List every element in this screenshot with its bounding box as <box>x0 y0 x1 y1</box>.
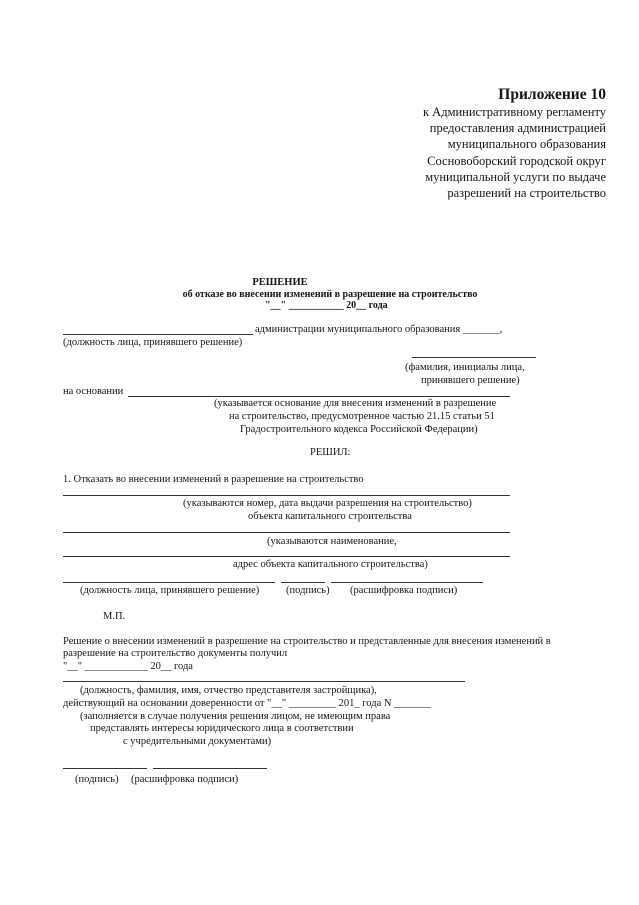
object-caption: адрес объекта капитального строительства) <box>233 559 428 570</box>
basis-caption: на строительство, предусмотренное частью 21.15 статьи 51 <box>229 411 495 422</box>
name-blank-line <box>412 357 536 358</box>
appendix-header <box>423 86 606 201</box>
sign-signature-line <box>281 582 325 583</box>
permit-caption: (указываются номер, дата выдачи разрешения на строительство) <box>183 498 472 509</box>
sign-signature-caption: (подпись) <box>286 585 330 596</box>
proxy-caption: (заполняется в случае получения решения лицом, не имеющим права <box>80 711 391 722</box>
final-signature-line <box>63 768 147 769</box>
appendix-line: муниципального образования <box>447 137 606 152</box>
proxy-caption: представлять интересы юридического лица в соответствии <box>90 723 354 734</box>
object-blank-line <box>63 532 510 533</box>
object-caption: (указываются наименование, <box>267 536 397 547</box>
applicant-blank-line <box>63 681 465 682</box>
basis-caption: (указывается основание для внесения изменений в разрешение <box>214 398 497 409</box>
permit-caption: объекта капитального строительства <box>248 511 412 522</box>
final-decoding-caption: (расшифровка подписи) <box>131 774 239 785</box>
basis-caption: Градостроительного кодекса Российской Федерации) <box>240 424 478 435</box>
name-caption: принявшего решение) <box>421 375 520 386</box>
appendix-line: Сосновоборский городской округ <box>427 153 606 168</box>
appendix-line: разрешений на строительство <box>447 186 606 201</box>
final-signature-caption: (подпись) <box>75 774 119 785</box>
proxy-caption: с учредительными документами) <box>123 736 272 747</box>
proxy-line: действующий на основании доверенности от "__" _________ 201_ года N _______ <box>63 698 431 709</box>
permit-blank-line <box>63 495 510 496</box>
resolved-heading: РЕШИЛ: <box>310 447 351 458</box>
decision-subtitle: об отказе во внесении изменений в разрешение на строительство <box>182 289 478 300</box>
basis-label: на основании <box>63 386 124 397</box>
appendix-line: муниципальной услуги по выдаче <box>425 169 606 184</box>
official-blank-line <box>63 334 253 335</box>
sign-position-line <box>63 582 275 583</box>
applicant-caption: (должность, фамилия, имя, отчество представителя застройщика), <box>80 685 377 696</box>
stamp-label: М.П. <box>103 611 126 622</box>
received-text: разрешение на строительство документы получил <box>63 648 288 659</box>
decision-title: РЕШЕНИЕ <box>252 277 308 288</box>
appendix-line: предоставления администрацией <box>429 121 606 136</box>
appendix-line: к Административному регламенту <box>422 105 606 119</box>
sign-decoding-caption: (расшифровка подписи) <box>350 585 458 596</box>
object-blank-line <box>63 556 510 557</box>
final-decoding-line <box>153 768 267 769</box>
received-text: Решение о внесении изменений в разрешение на строительство и представленные для внесения изменений в <box>63 636 551 647</box>
appendix-title: Приложение 10 <box>498 86 606 103</box>
name-caption: (фамилия, инициалы лица, <box>405 362 525 373</box>
item-1: 1. Отказать во внесении изменений в разрешение на строительство <box>63 474 364 485</box>
sign-decoding-line <box>331 582 483 583</box>
admin-line: администрации муниципального образования _______, <box>255 324 503 335</box>
sign-position-caption: (должность лица, принявшего решение) <box>80 585 260 596</box>
received-date: "__" ____________ 20__ года <box>63 661 193 672</box>
position-caption: (должность лица, принявшего решение) <box>63 337 243 348</box>
decision-date: "__" ___________ 20__ года <box>265 300 388 311</box>
